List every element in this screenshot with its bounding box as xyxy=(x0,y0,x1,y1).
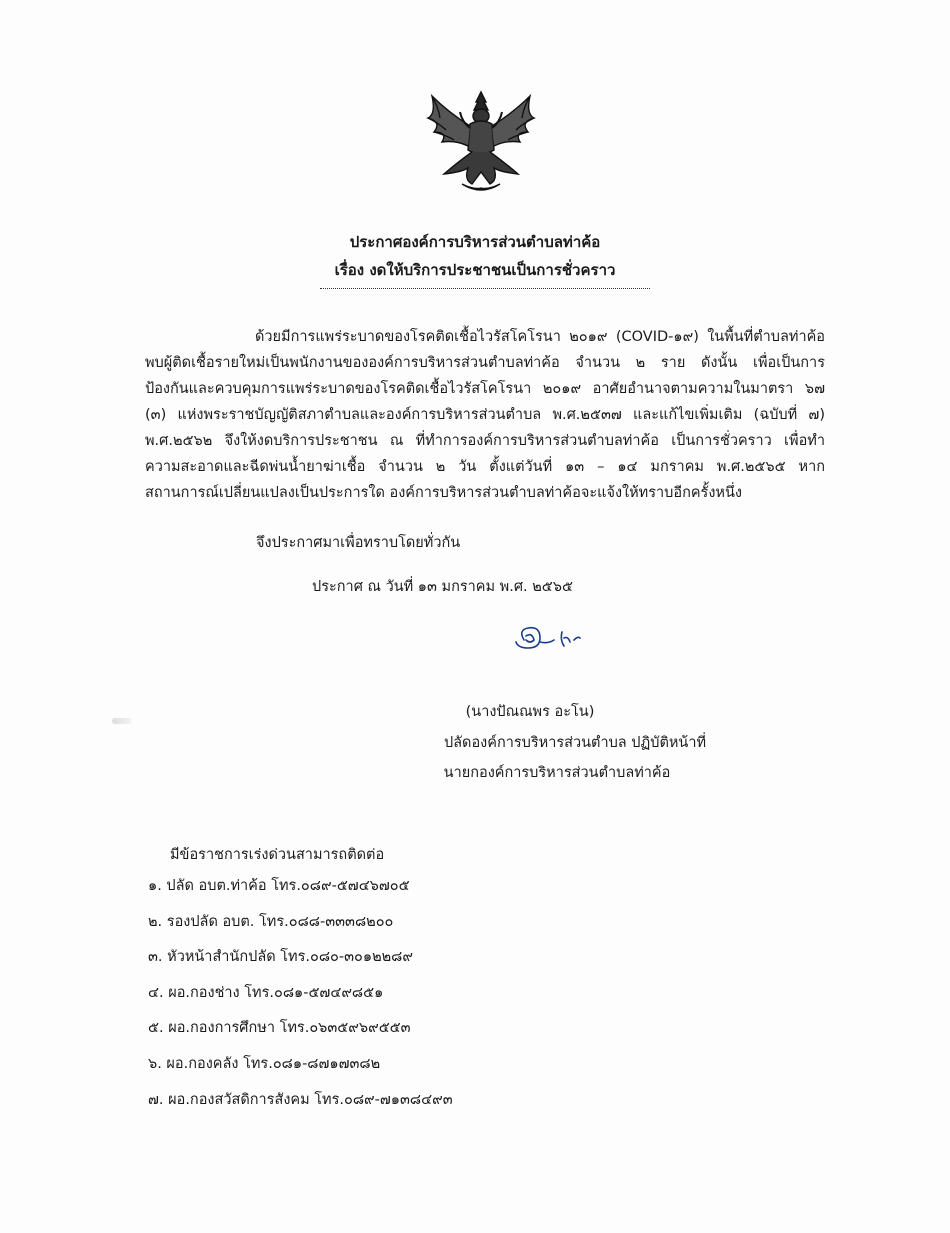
garuda-emblem-icon xyxy=(418,88,544,198)
announcement-subject: เรื่อง งดให้บริการประชาชนเป็นการชั่วคราว xyxy=(334,261,616,279)
announcement-date: ประกาศ ณ วันที่ ๑๓ มกราคม พ.ศ. ๒๕๖๕ xyxy=(312,579,573,595)
list-item: ๕. ผอ.กองการศึกษา โทร.๐๖๓๕๙๖๙๕๕๓ xyxy=(148,1020,411,1037)
body-line: (๓) แห่งพระราชบัญญัติสภาตำบลและองค์การบริหารส่วนตำบล พ.ศ.๒๕๓๗ และแก้ไขเพิ่มเติม (ฉบับที่ ๗) xyxy=(145,407,825,423)
signer-position: ปลัดองค์การบริหารส่วนตำบล ปฏิบัติหน้าที่ xyxy=(443,735,707,751)
announcement-title: ประกาศองค์การบริหารส่วนตำบลท่าค้อ xyxy=(349,233,601,251)
contacts-list xyxy=(148,873,453,1122)
scan-smudge xyxy=(112,718,132,724)
body-line: ด้วยมีการแพร่ระบาดของโรคติดเชื้อไวรัสโคโรนา ๒๐๑๙ (COVID-๑๙) ในพื้นที่ตำบลท่าค้อ xyxy=(255,329,825,345)
contacts-heading: มีข้อราชการเร่งด่วนสามารถติดต่อ xyxy=(170,847,385,863)
list-item: ๖. ผอ.กองคลัง โทร.๐๘๑-๘๗๑๗๓๘๒ xyxy=(148,1055,381,1072)
title-divider xyxy=(320,288,650,289)
list-item: ๒. รองปลัด อบต. โทร.๐๘๘-๓๓๓๘๒๐๐ xyxy=(148,913,394,930)
list-item: ๑. ปลัด อบต.ท่าค้อ โทร.๐๘๙-๕๗๔๖๗๐๕ xyxy=(148,878,410,894)
body-line: ความสะอาดและฉีดพ่นน้ำยาฆ่าเชื้อ จำนวน ๒ วัน ตั้งแต่วันที่ ๑๓ – ๑๔ มกราคม พ.ศ.๒๕๖๕ หาก xyxy=(145,459,825,475)
body-line: ป้องกันและควบคุมการแพร่ระบาดของโรคติดเชื้อไวรัสโคโรนา ๒๐๑๙ อาศัยอำนาจตามความในมาตรา ๖๗ xyxy=(145,381,825,397)
signer-name: (นางปัณณพร อะโน) xyxy=(465,704,595,720)
signer-position-acting: นายกองค์การบริหารส่วนตำบลท่าค้อ xyxy=(443,765,671,781)
body-line: สถานการณ์เปลี่ยนแปลงเป็นประการใด องค์การบริหารส่วนตำบลท่าค้อจะแจ้งให้ทราบอีกครั้งหนึ่ง xyxy=(145,485,742,501)
list-item: ๓. หัวหน้าสำนักปลัด โทร.๐๘๐-๓๐๑๒๒๘๙ xyxy=(148,949,413,966)
body-line: พบผู้ติดเชื้อรายใหม่เป็นพนักงานขององค์การบริหารส่วนตำบลท่าค้อ จำนวน ๒ ราย ดังนั้น เพื่อเป็นการ xyxy=(145,355,825,371)
signature-icon xyxy=(510,620,585,660)
closing-statement: จึงประกาศมาเพื่อทราบโดยทั่วกัน xyxy=(256,535,461,551)
body-line: พ.ศ.๒๕๖๒ จึงให้งดบริการประชาชน ณ ที่ทำการองค์การบริหารส่วนตำบลท่าค้อ เป็นการชั่วคราว เพื่อทำ xyxy=(145,433,825,449)
list-item: ๗. ผอ.กองสวัสดิการสังคม โทร.๐๘๙-๗๑๓๘๔๙๓ xyxy=(148,1091,453,1108)
list-item: ๔. ผอ.กองช่าง โทร.๐๘๑-๕๗๔๙๘๕๑ xyxy=(148,984,384,1001)
announcement-body xyxy=(145,324,825,506)
